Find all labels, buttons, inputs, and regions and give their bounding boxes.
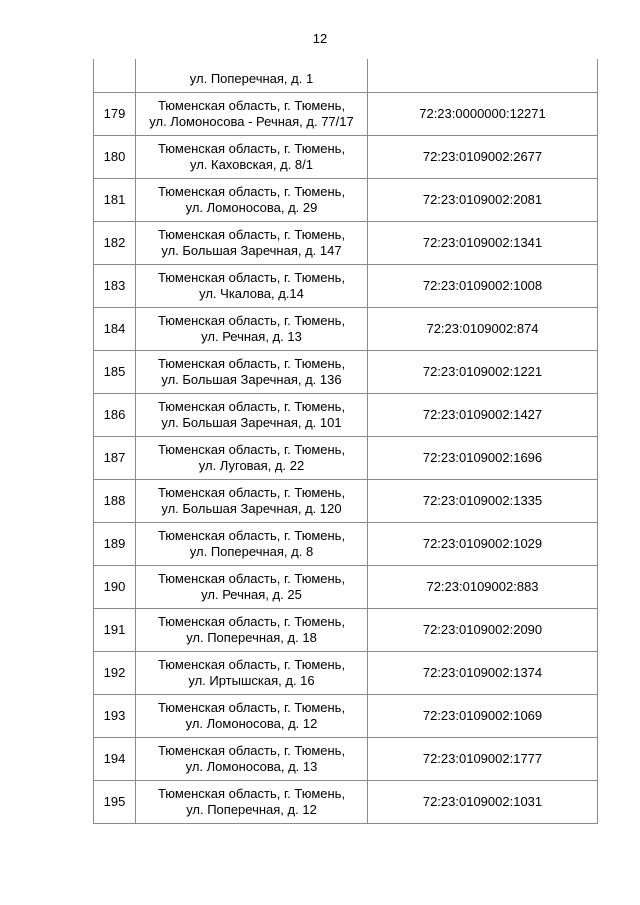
cell-address — [136, 265, 368, 308]
table-row — [94, 308, 598, 351]
address-line: Тюменская область, г. Тюмень, — [157, 270, 346, 285]
table-row — [94, 437, 598, 480]
address-line: ул. Речная, д. 25 — [201, 587, 302, 602]
property-table — [93, 59, 598, 824]
address-line: ул. Ломоносова, д. 29 — [185, 200, 318, 215]
cell-number: 183 — [94, 265, 136, 308]
address-line: Тюменская область, г. Тюмень, — [157, 700, 346, 715]
cell-number: 191 — [94, 609, 136, 652]
table-row — [94, 394, 598, 437]
address-line: Тюменская область, г. Тюмень, — [157, 399, 346, 414]
cell-number: 185 — [94, 351, 136, 394]
cell-cadastral-number: 72:23:0109002:1029 — [368, 523, 598, 566]
address-line: Тюменская область, г. Тюмень, — [157, 184, 346, 199]
address-line: Тюменская область, г. Тюмень, — [157, 227, 346, 242]
cell-address — [136, 523, 368, 566]
table-row — [94, 523, 598, 566]
cell-address — [136, 738, 368, 781]
cell-number: 188 — [94, 480, 136, 523]
cell-cadastral-number: 72:23:0109002:1427 — [368, 394, 598, 437]
address-line: ул. Большая Заречная, д. 147 — [161, 243, 342, 258]
cell-cadastral-number: 72:23:0000000:12271 — [368, 93, 598, 136]
address-line: ул. Иртышская, д. 16 — [188, 673, 315, 688]
address-line: ул. Речная, д. 13 — [201, 329, 302, 344]
address-line: Тюменская область, г. Тюмень, — [157, 141, 346, 156]
page-number: 12 — [312, 31, 328, 46]
cell-cadastral-number: 72:23:0109002:883 — [368, 566, 598, 609]
address-line: ул. Ломоносова - Речная, д. 77/17 — [149, 114, 354, 129]
cell-address — [136, 609, 368, 652]
cell-address — [136, 695, 368, 738]
address-line: ул. Поперечная, д. 8 — [189, 544, 314, 559]
address-line: Тюменская область, г. Тюмень, — [157, 614, 346, 629]
address-line: ул. Поперечная, д. 18 — [186, 630, 317, 645]
cell-cadastral-number: 72:23:0109002:1777 — [368, 738, 598, 781]
cell-address — [136, 179, 368, 222]
address-line: ул. Поперечная, д. 12 — [186, 802, 317, 817]
address-line: Тюменская область, г. Тюмень, — [157, 356, 346, 371]
cell-address — [136, 59, 368, 93]
cell-address — [136, 222, 368, 265]
address-line: ул. Большая Заречная, д. 101 — [161, 415, 342, 430]
cell-number: 189 — [94, 523, 136, 566]
address-line: Тюменская область, г. Тюмень, — [157, 657, 346, 672]
cell-cadastral-number: 72:23:0109002:2081 — [368, 179, 598, 222]
cell-cadastral-number: 72:23:0109002:874 — [368, 308, 598, 351]
address-line: ул. Ломоносова, д. 13 — [185, 759, 318, 774]
cell-address — [136, 437, 368, 480]
table-row — [94, 566, 598, 609]
cell-number: 179 — [94, 93, 136, 136]
table-row — [94, 351, 598, 394]
cell-number — [94, 59, 136, 93]
address-line: ул. Каховская, д. 8/1 — [189, 157, 314, 172]
address-line: Тюменская область, г. Тюмень, — [157, 528, 346, 543]
cell-cadastral-number: 72:23:0109002:1221 — [368, 351, 598, 394]
cell-cadastral-number: 72:23:0109002:2677 — [368, 136, 598, 179]
address-line: Тюменская область, г. Тюмень, — [157, 571, 346, 586]
address-line: ул. Луговая, д. 22 — [198, 458, 305, 473]
cell-cadastral-number: 72:23:0109002:1341 — [368, 222, 598, 265]
cell-number: 187 — [94, 437, 136, 480]
cell-number: 180 — [94, 136, 136, 179]
cell-address — [136, 93, 368, 136]
address-line: ул. Большая Заречная, д. 136 — [161, 372, 342, 387]
table-row — [94, 179, 598, 222]
cell-number: 184 — [94, 308, 136, 351]
cell-number: 181 — [94, 179, 136, 222]
cell-cadastral-number: 72:23:0109002:1069 — [368, 695, 598, 738]
cell-number: 190 — [94, 566, 136, 609]
address-line: Тюменская область, г. Тюмень, — [157, 743, 346, 758]
table-row — [94, 609, 598, 652]
cell-cadastral-number: 72:23:0109002:1031 — [368, 781, 598, 824]
cell-address — [136, 308, 368, 351]
cell-address — [136, 480, 368, 523]
address-line: Тюменская область, г. Тюмень, — [157, 313, 346, 328]
table-row — [94, 136, 598, 179]
cell-address — [136, 566, 368, 609]
table-row — [94, 265, 598, 308]
cell-cadastral-number — [368, 59, 598, 93]
table-row — [94, 695, 598, 738]
cell-cadastral-number: 72:23:0109002:2090 — [368, 609, 598, 652]
cell-number: 182 — [94, 222, 136, 265]
cell-address — [136, 394, 368, 437]
table-row-continuation — [94, 59, 598, 93]
table-body — [94, 59, 598, 824]
cell-cadastral-number: 72:23:0109002:1696 — [368, 437, 598, 480]
table-row — [94, 652, 598, 695]
address-line: Тюменская область, г. Тюмень, — [157, 786, 346, 801]
cell-address — [136, 781, 368, 824]
address-line: Тюменская область, г. Тюмень, — [157, 442, 346, 457]
cell-address — [136, 351, 368, 394]
table-row — [94, 93, 598, 136]
address-line: Тюменская область, г. Тюмень, — [157, 98, 346, 113]
cell-address — [136, 136, 368, 179]
cell-cadastral-number: 72:23:0109002:1374 — [368, 652, 598, 695]
cell-number: 193 — [94, 695, 136, 738]
address-line: ул. Чкалова, д.14 — [199, 286, 304, 301]
table-row — [94, 781, 598, 824]
cell-cadastral-number: 72:23:0109002:1335 — [368, 480, 598, 523]
cell-address — [136, 652, 368, 695]
cell-number: 186 — [94, 394, 136, 437]
address-line: ул. Большая Заречная, д. 120 — [161, 501, 342, 516]
table-row — [94, 738, 598, 781]
table-row — [94, 222, 598, 265]
cell-cadastral-number: 72:23:0109002:1008 — [368, 265, 598, 308]
cell-number: 195 — [94, 781, 136, 824]
address-line: ул. Поперечная, д. 1 — [189, 71, 314, 86]
table-row — [94, 480, 598, 523]
address-line: ул. Ломоносова, д. 12 — [185, 716, 318, 731]
cell-number: 192 — [94, 652, 136, 695]
cell-number: 194 — [94, 738, 136, 781]
address-line: Тюменская область, г. Тюмень, — [157, 485, 346, 500]
